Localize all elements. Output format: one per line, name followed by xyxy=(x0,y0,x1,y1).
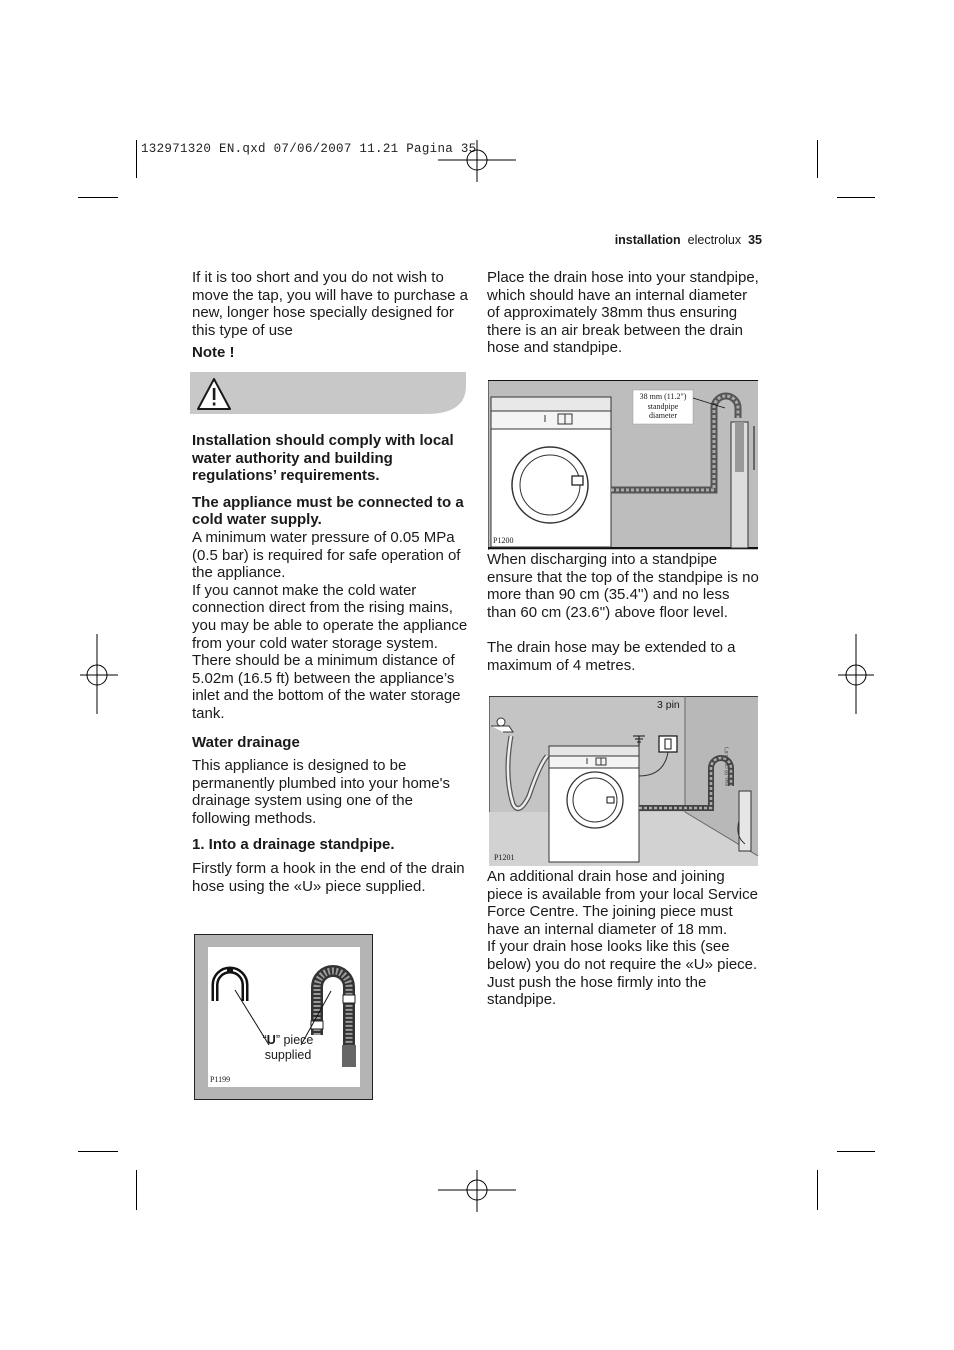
header-section: installation xyxy=(614,233,681,247)
additional-hose-text: An additional drain hose and joining piece is available from your local Service Force Centre. The joining piece must have an internal diameter of 18 mm. xyxy=(487,868,758,938)
three-pin-label: 3 pin xyxy=(657,699,680,711)
standpipe-figure xyxy=(488,380,758,550)
washing-machine-icon xyxy=(491,397,611,547)
drainage-text: This appliance is designed to be permanently plumbed into your home's drainage system using one of the following methods. xyxy=(192,757,451,827)
water-drainage-heading: Water drainage xyxy=(192,733,300,751)
print-slug: 132971320 EN.qxd 07/06/2007 11.21 Pagina 35 xyxy=(141,142,477,156)
installation-figure xyxy=(489,696,758,866)
right-column-bottom xyxy=(487,868,761,1009)
figure-code-p1200: P1200 xyxy=(493,536,514,545)
right-column-middle xyxy=(487,551,759,674)
page-header xyxy=(615,233,762,247)
pressure-text: A minimum water pressure of 0.05 MPa (0.5 bar) is required for safe operation of the appliance. xyxy=(192,528,461,582)
washing-machine-icon-2 xyxy=(549,746,639,862)
header-brand: electrolux xyxy=(687,233,742,247)
figure-code-p1201: P1201 xyxy=(494,853,515,862)
regulations-warning: Installation should comply with local water authority and building regulations’ requirements. xyxy=(192,432,454,485)
registration-mark-bottom xyxy=(438,1162,518,1222)
no-u-piece-text: If your drain hose looks like this (see below) you do not require the «U» piece. Just push the hose firmly into the standpipe. xyxy=(487,938,758,1009)
u-piece-label: “U” piece supplied xyxy=(262,1033,314,1062)
standpipe-diameter-label: 38 mm (11.2") standpipe diameter xyxy=(639,392,687,420)
discharging-text: When discharging into a standpipe ensure that the top of the standpipe is no more than 90 cm (35.4'') and no less than 60 cm (23.6'') above floor level. xyxy=(487,551,759,621)
u-piece-figure xyxy=(194,934,373,1100)
right-column-top xyxy=(487,269,759,357)
note-label: Note ! xyxy=(192,344,235,362)
registration-mark-right xyxy=(836,632,876,716)
registration-mark-left xyxy=(80,632,120,716)
height-annotation: max. 60 cm (23.6") xyxy=(725,747,730,786)
extension-text: The drain hose may be extended to a maximum of 4 metres. xyxy=(487,638,736,674)
rising-mains-text: If you cannot make the cold water connection direct from the rising mains, you may be able to operate the appliance from your cold water storage system. xyxy=(192,581,468,652)
intro-paragraph: If it is too short and you do not wish to move the tap, you will have to purchase a new, longer hose specially designed for this type of use xyxy=(192,269,468,339)
registration-mark-top xyxy=(438,130,518,190)
header-page-number: 35 xyxy=(748,233,762,247)
hook-instruction: Firstly form a hook in the end of the drain hose using the «U» piece supplied. xyxy=(192,860,465,895)
left-column xyxy=(192,269,468,362)
warning-banner xyxy=(190,372,466,415)
method-standpipe-heading: 1. Into a drainage standpipe. xyxy=(192,836,395,854)
figure-code-p1199: P1199 xyxy=(210,1075,231,1084)
cold-water-requirement: The appliance must be connected to a cold water supply. xyxy=(192,493,464,529)
standpipe-text: Place the drain hose into your standpipe, which should have an internal diameter of approximately 38mm thus ensuring there is an air break between the drain hose and standpipe. xyxy=(487,269,759,357)
left-column-body xyxy=(192,432,468,895)
distance-text: There should be a minimum distance of 5.02m (16.5 ft) between the appliance’s inlet and the bottom of the water storage tank. xyxy=(192,652,461,722)
